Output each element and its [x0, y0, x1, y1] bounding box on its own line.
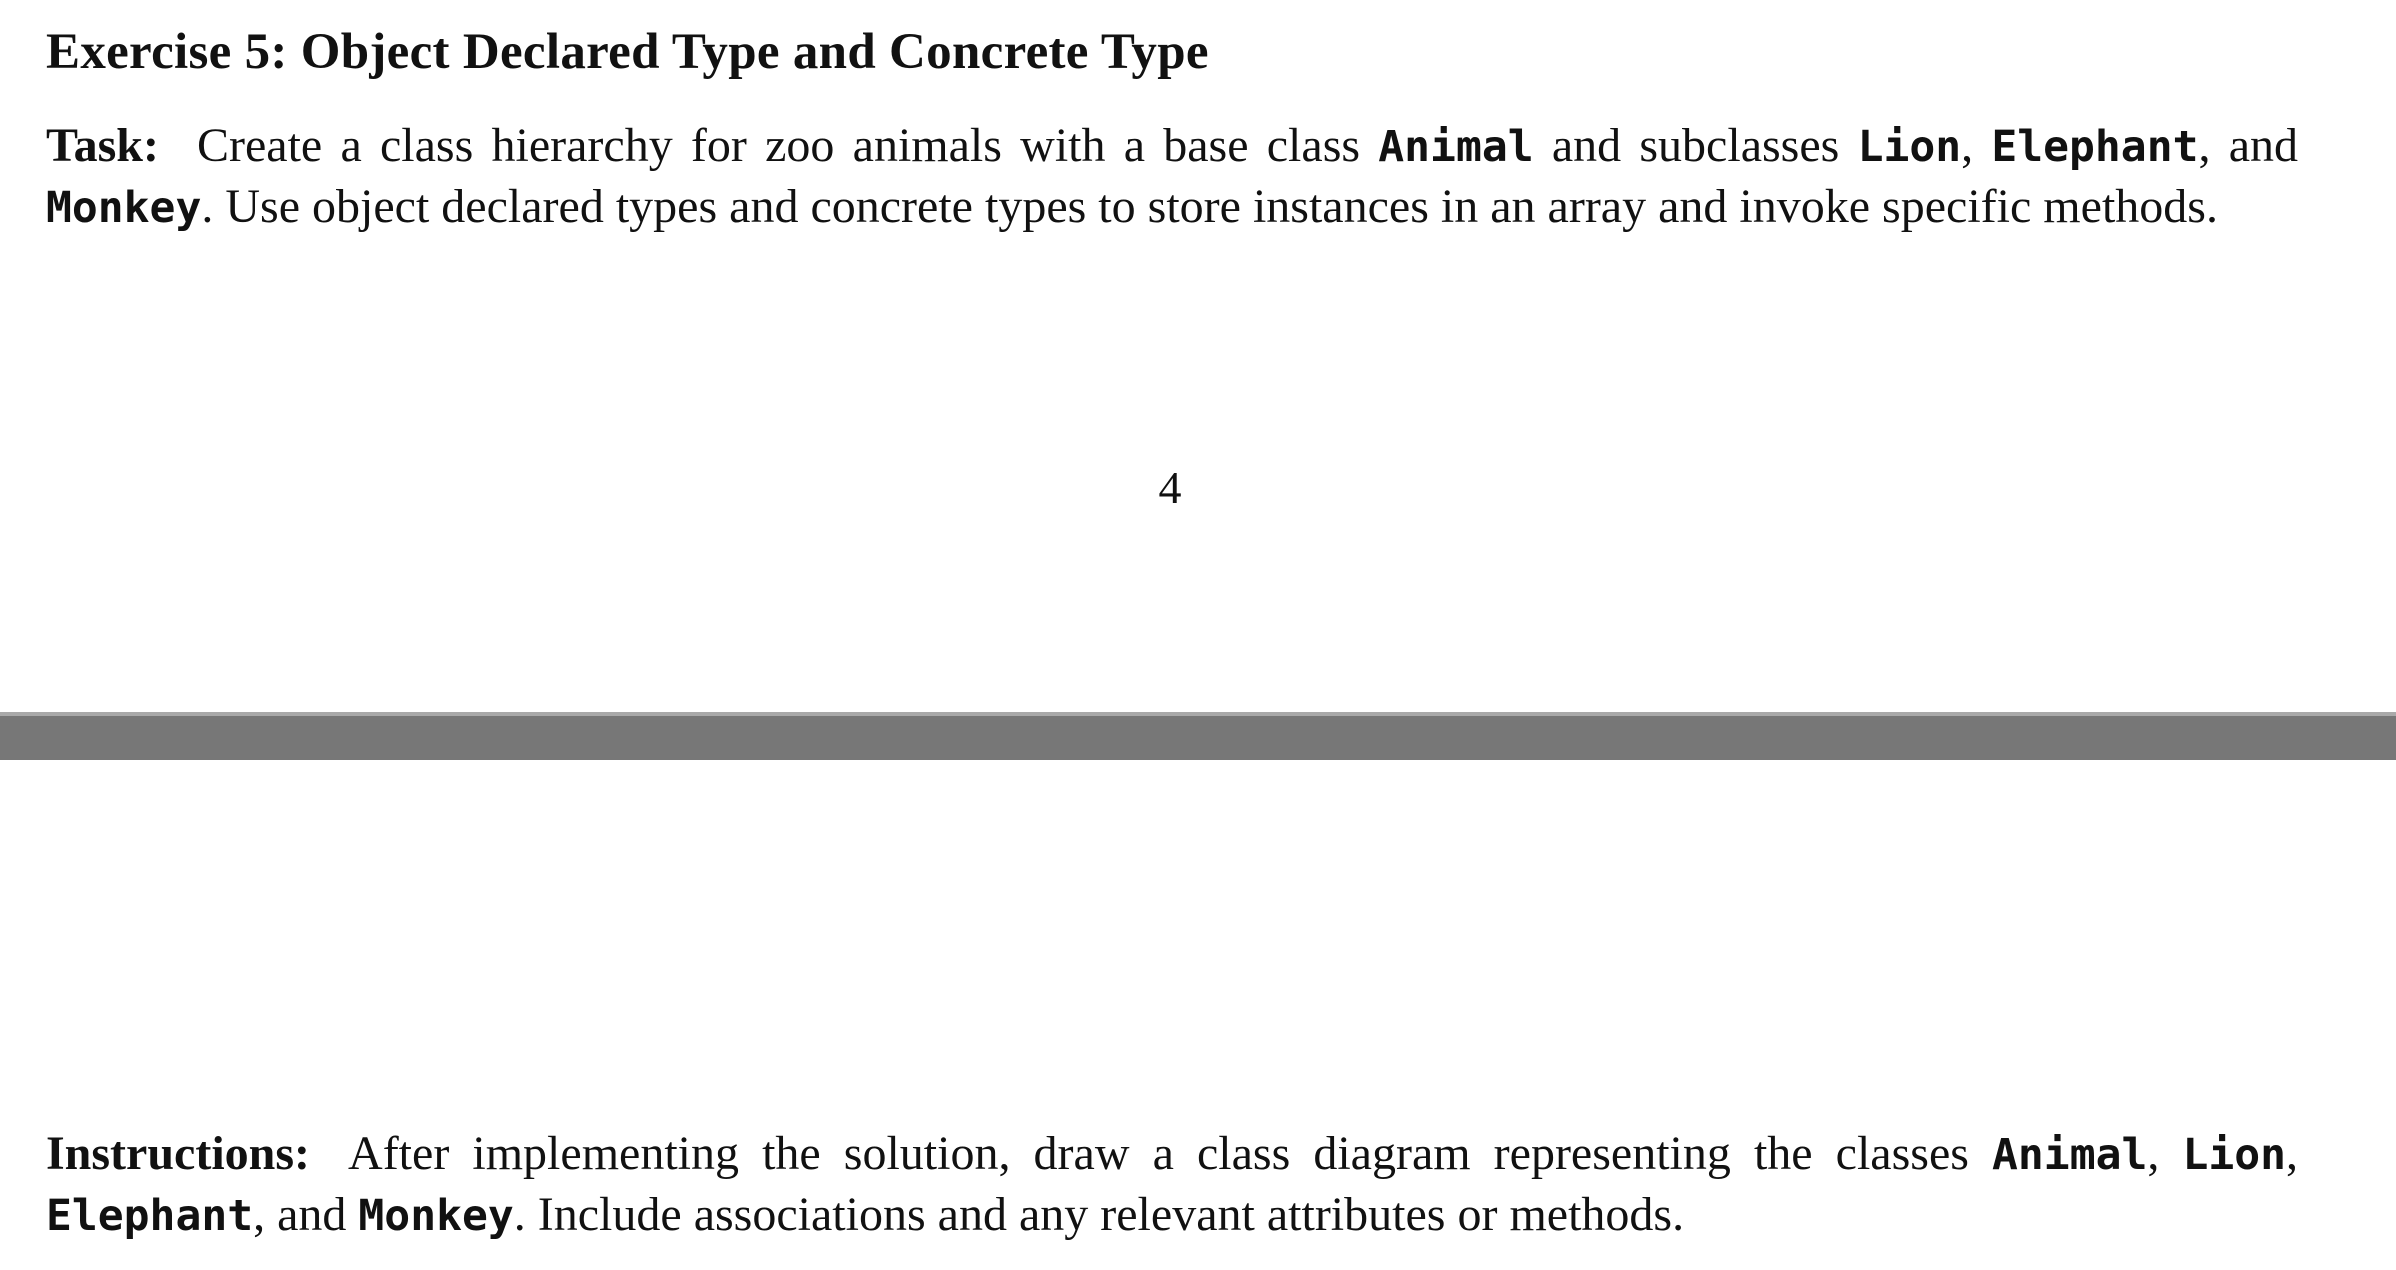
page-number: 4 [1158, 462, 1182, 513]
instructions-text-segment: After implementing the solution, draw a class diagram representing the classes [348, 1127, 1993, 1180]
instructions-text-segment: , and [253, 1188, 359, 1241]
exercise-title: Exercise 5: Object Declared Type and Concrete Type [46, 24, 1209, 80]
class-name-lion: Lion [1857, 122, 1962, 172]
task-text-segment: . Use object declared types and concrete types to store instances in an array and invoke specific methods. [201, 180, 2218, 233]
task-text-segment: Create a class hierarchy for zoo animals with a base class [196, 119, 1379, 172]
task-text-segment: and subclasses [1533, 119, 1858, 172]
task-text-segment: , and [2198, 119, 2298, 172]
class-name-animal: Animal [1378, 122, 1534, 172]
class-name-elephant: Elephant [46, 1191, 254, 1241]
class-name-monkey: Monkey [358, 1191, 514, 1241]
class-name-elephant: Elephant [1991, 122, 2199, 172]
instructions-text-segment: . Include associations and any relevant attributes or methods. [513, 1188, 1685, 1241]
instructions-paragraph [46, 1124, 2298, 1246]
page-separator [0, 712, 2396, 760]
task-paragraph [46, 116, 2298, 238]
class-name-lion: Lion [2182, 1130, 2287, 1180]
task-label: Task: [46, 119, 159, 172]
class-name-monkey: Monkey [46, 183, 202, 233]
instructions-text-separator: , [2286, 1127, 2299, 1180]
instructions-label: Instructions: [46, 1127, 311, 1180]
task-text-separator: , [1961, 119, 1992, 172]
class-name-animal: Animal [1992, 1130, 2148, 1180]
instructions-text-separator: , [2147, 1127, 2183, 1180]
document-page-5 [0, 760, 2396, 1270]
